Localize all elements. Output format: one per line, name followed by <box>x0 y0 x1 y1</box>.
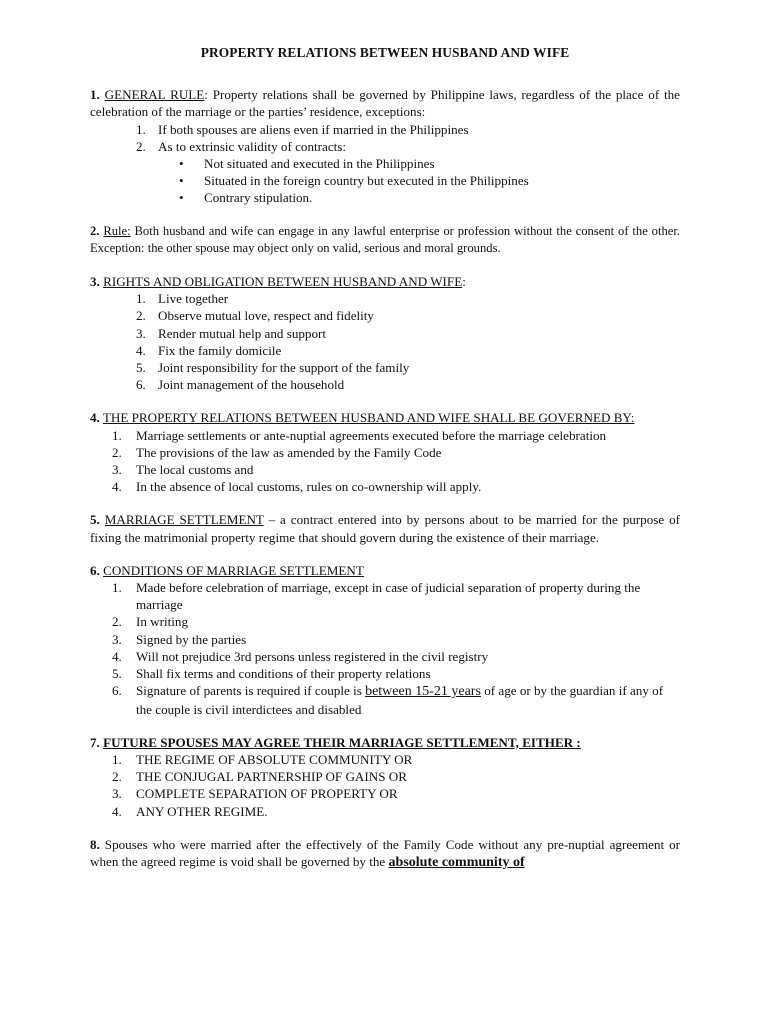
list-item-text: Signed by the parties <box>136 631 247 647</box>
list-item-text: Observe mutual love, respect and fidelity <box>158 308 374 324</box>
bullet-item: • Contrary stipulation. <box>90 189 680 206</box>
absolute-community-highlight: absolute community of <box>388 854 525 870</box>
list-item: 3. COMPLETE SEPARATION OF PROPERTY OR <box>112 786 398 802</box>
section-absolute-community <box>90 836 680 871</box>
list-item: 3. Signed by the parties <box>112 631 247 647</box>
list-item-text-continued: of age or by the guardian if any of the couple is civil interdictees and disabled <box>136 683 664 717</box>
section-8-text: Spouses who were married after the effectively of the Family Code without any pre-nuptial agreement or when the agreed regime is void shall be governed by the <box>90 836 680 869</box>
section-3-heading: RIGHTS AND OBLIGATION BETWEEN HUSBAND AND WIFE <box>103 274 463 290</box>
section-conditions <box>90 562 680 718</box>
list-item-text: Render mutual help and support <box>158 325 327 341</box>
list-item: 3. Render mutual help and support <box>136 325 327 341</box>
list-item-text: Will not prejudice 3rd persons unless registered in the civil registry <box>136 648 489 664</box>
list-item-text: Joint responsibility for the support of the family <box>158 360 410 376</box>
section-8-number: 8. <box>90 836 100 852</box>
section-future-spouses <box>90 734 680 820</box>
list-item-text: In writing <box>136 614 189 630</box>
section-6-list <box>90 579 680 718</box>
section-1-heading: GENERAL RULE <box>104 87 205 103</box>
section-4-heading: THE PROPERTY RELATIONS BETWEEN HUSBAND AND WIFE SHALL BE GOVERNED BY: <box>102 410 635 426</box>
list-item: 2. THE CONJUGAL PARTNERSHIP OF GAINS OR <box>112 769 407 785</box>
section-6-number: 6. <box>90 562 100 578</box>
list-item-text: The local customs and <box>136 462 254 478</box>
list-item: 6. Signature of parents is required if couple is between 15-21 years of age or by the guardian if any of the couple is civil interdictees and disabled <box>112 683 664 717</box>
list-item-text: Live together <box>158 291 229 307</box>
section-1-paragraph <box>90 86 680 120</box>
list-item-text: Marriage settlements or ante-nuptial agreements executed before the marriage celebration <box>136 427 607 443</box>
section-5-heading: MARRIAGE SETTLEMENT <box>104 512 264 528</box>
section-1-number: 1. <box>90 87 100 103</box>
list-item: 2. In writing <box>112 614 189 630</box>
list-item: 2. The provisions of the law as amended by the Family Code <box>112 444 442 460</box>
list-item: 1. If both spouses are aliens even if married in the Philippines <box>136 121 469 137</box>
list-item-text: In the absence of local customs, rules on co-ownership will apply. <box>136 479 482 495</box>
list-item-text: Shall fix terms and conditions of their property relations <box>136 666 431 682</box>
section-governing-relations <box>90 409 680 495</box>
list-item-text: Fix the family domicile <box>158 342 282 358</box>
bullet-item: • Situated in the foreign country but executed in the Philippines <box>90 172 680 189</box>
list-item-text: THE REGIME OF ABSOLUTE COMMUNITY OR <box>136 751 413 767</box>
list-item: 5. Joint responsibility for the support of the family <box>136 360 410 376</box>
list-item: 1. THE REGIME OF ABSOLUTE COMMUNITY OR <box>112 751 413 767</box>
list-item: 2. As to extrinsic validity of contracts: • Not situated and executed in the Philippines • Situated in the foreign country but executed in the Philippines • Contrary stipulation. <box>90 138 680 207</box>
list-item-text: If both spouses are aliens even if married in the Philippines <box>158 121 469 137</box>
section-3-colon: : <box>462 274 466 290</box>
section-3-number: 3. <box>90 274 100 290</box>
section-7-list <box>90 751 680 820</box>
list-item: 3. The local customs and <box>112 462 254 478</box>
list-item: 4. Fix the family domicile <box>136 342 282 358</box>
section-4-number: 4. <box>90 410 100 426</box>
list-item: 5. Shall fix terms and conditions of their property relations <box>112 666 431 682</box>
list-item: 1. Made before celebration of marriage, except in case of judicial separation of property during the marriage <box>112 580 641 613</box>
section-4-heading-line <box>90 409 680 426</box>
section-rule <box>90 223 680 257</box>
list-item: 4. ANY OTHER REGIME. <box>112 803 268 819</box>
list-item: 1. Live together <box>136 291 229 307</box>
list-item-text: ANY OTHER REGIME. <box>136 803 268 819</box>
list-item: 4. Will not prejudice 3rd persons unless registered in the civil registry <box>112 648 489 664</box>
section-1-text: : Property relations shall be governed by Philippine laws, regardless of the place of the celebration of the marriage or the parties’ residence, exceptions: <box>90 87 680 120</box>
list-item: 2. Observe mutual love, respect and fidelity <box>136 308 374 324</box>
section-general-rule <box>90 86 680 206</box>
section-2-paragraph <box>90 223 680 257</box>
section-7-number: 7. <box>90 734 100 750</box>
document-title: PROPERTY RELATIONS BETWEEN HUSBAND AND WIFE <box>200 45 570 60</box>
section-2-number: 2. <box>90 223 100 238</box>
list-item-text: Signature of parents is required if couple is <box>136 683 366 699</box>
section-5-paragraph <box>90 511 680 545</box>
section-3-heading-line <box>90 273 680 290</box>
section-1-bullet-list <box>90 155 680 207</box>
section-4-list <box>90 427 680 496</box>
list-item-text: Made before celebration of marriage, except in case of judicial separation of property during the marriage <box>136 580 641 613</box>
list-item-text: As to extrinsic validity of contracts: <box>158 138 346 154</box>
section-3-list <box>90 290 680 393</box>
list-item-text: Joint management of the household <box>158 377 345 393</box>
list-item: 4. In the absence of local customs, rules on co-ownership will apply. <box>112 479 482 495</box>
age-range-highlight: between 15-21 years <box>365 684 481 700</box>
section-rights-obligations <box>90 273 680 393</box>
list-item-text: THE CONJUGAL PARTNERSHIP OF GAINS OR <box>136 769 407 785</box>
bullet-item: • Not situated and executed in the Philippines <box>90 155 680 172</box>
section-6-heading: CONDITIONS OF MARRIAGE SETTLEMENT <box>103 562 364 578</box>
list-item-text: The provisions of the law as amended by the Family Code <box>136 444 442 460</box>
section-2-heading: Rule: <box>103 223 131 238</box>
list-item: 6. Joint management of the household <box>136 377 345 393</box>
section-2-text: Both husband and wife can engage in any lawful enterprise or profession without the consent of the other. Exception: the other spouse may object only on valid, serious and moral grounds. <box>90 223 680 255</box>
list-item-text: COMPLETE SEPARATION OF PROPERTY OR <box>136 786 398 802</box>
section-6-heading-line <box>90 562 680 579</box>
section-marriage-settlement <box>90 511 680 545</box>
section-8-paragraph <box>90 836 680 871</box>
section-7-heading-line <box>90 734 680 751</box>
section-1-list <box>90 121 680 207</box>
section-5-number: 5. <box>90 512 100 528</box>
list-item: 1. Marriage settlements or ante-nuptial agreements executed before the marriage celebration <box>112 427 607 443</box>
section-5-text: – a contract entered into by persons about to be married for the purpose of fixing the matrimonial property regime that should govern during the existence of their marriage. <box>90 512 680 545</box>
section-7-heading: FUTURE SPOUSES MAY AGREE THEIR MARRIAGE SETTLEMENT, EITHER : <box>103 734 581 750</box>
